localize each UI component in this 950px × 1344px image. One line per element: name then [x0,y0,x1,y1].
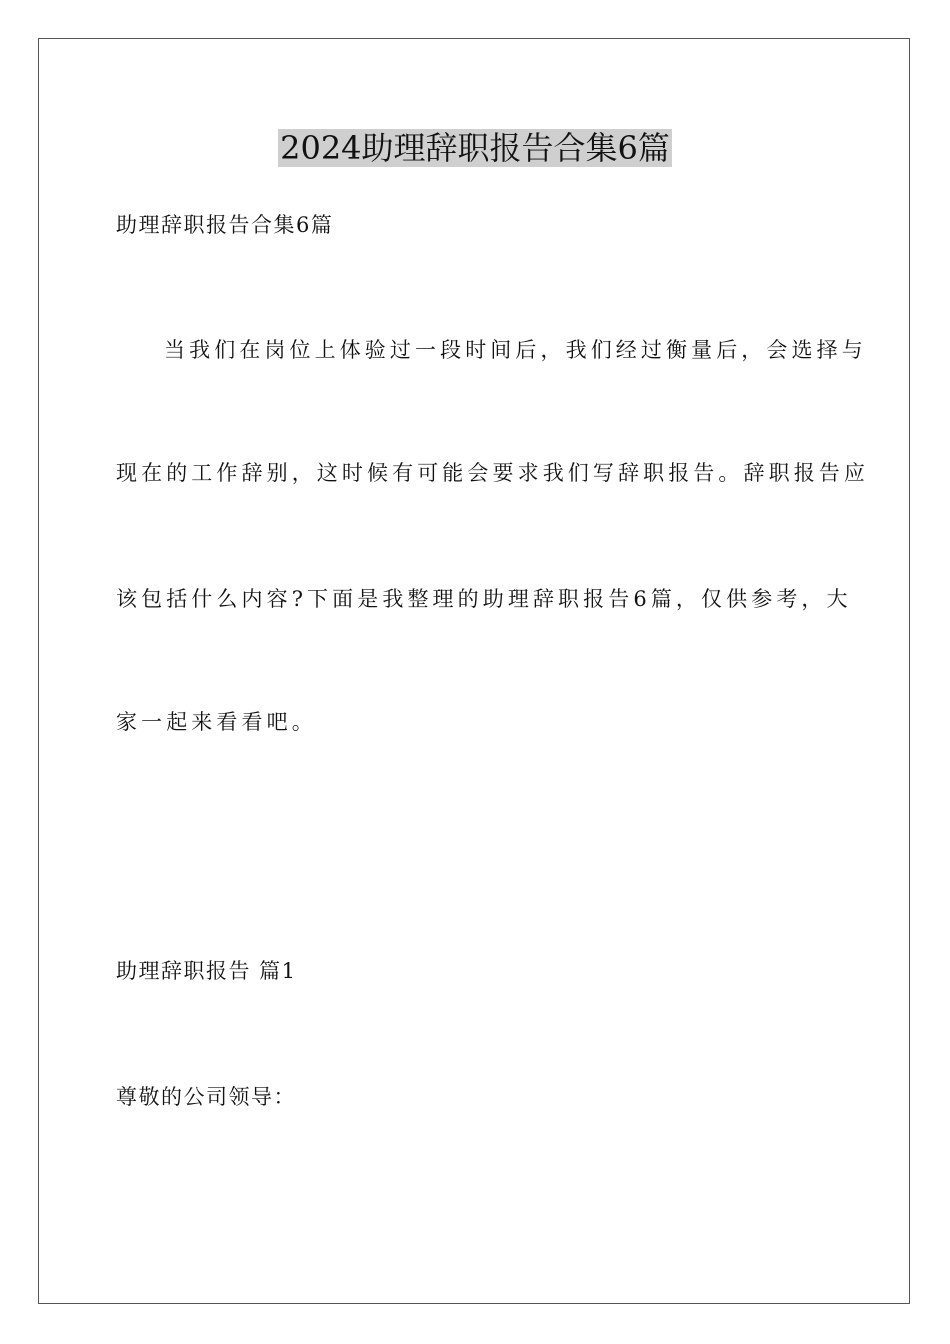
section-heading: 助理辞职报告 篇1 [116,959,297,983]
intro-line-1: 当我们在岗位上体验过一段时间后，我们经过衡量后，会选择与 [164,338,867,362]
intro-line-4: 家一起来看看吧。 [116,710,317,734]
document-title-text: 2024助理辞职报告合集6篇 [280,129,670,167]
document-title [0,128,950,168]
intro-line-3: 该包括什么内容?下面是我整理的助理辞职报告6篇，仅供参考，大 [116,587,852,611]
intro-line-2: 现在的工作辞别，这时候有可能会要求我们写辞职报告。辞职报告应 [116,461,869,485]
salutation: 尊敬的公司领导： [116,1085,296,1109]
document-subtitle: 助理辞职报告合集6篇 [116,213,334,237]
